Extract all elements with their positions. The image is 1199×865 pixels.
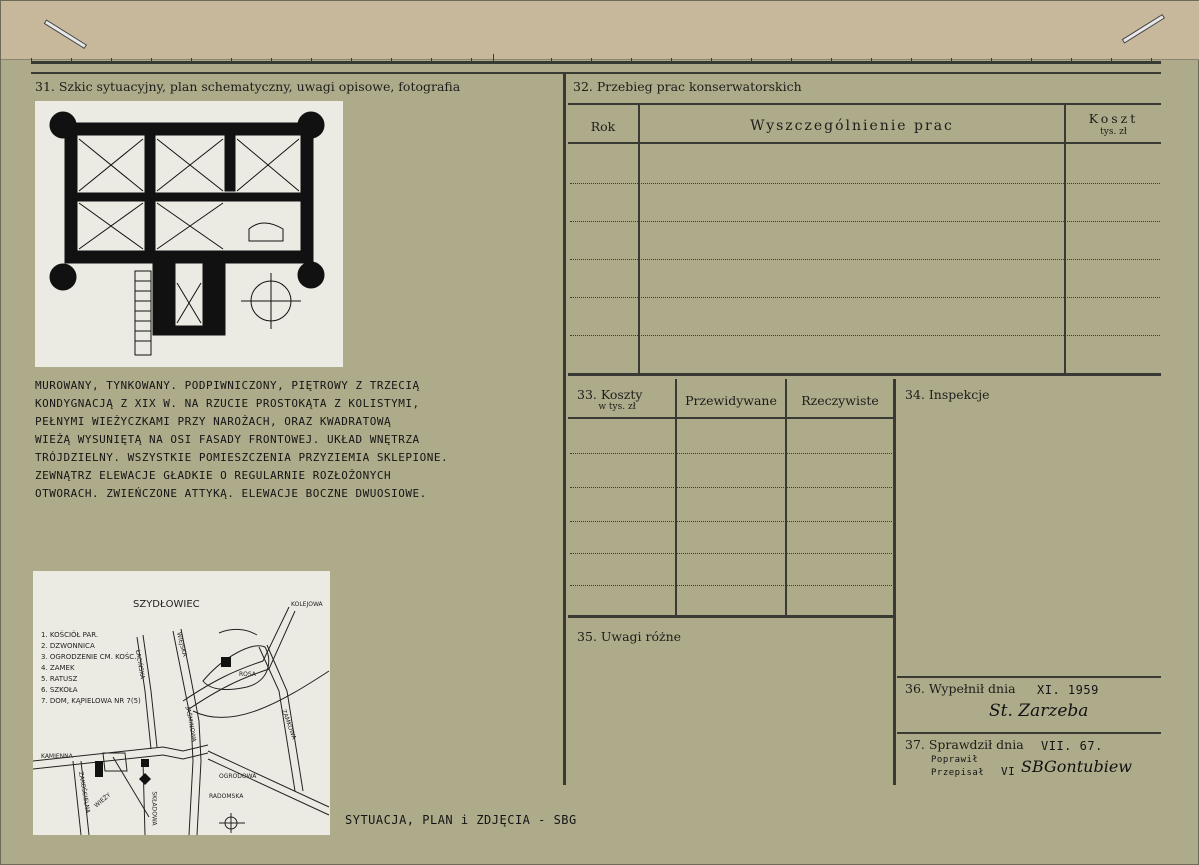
street-label-radomska: RADOMSKA	[209, 793, 244, 800]
col-header-koszt: Koszt	[1088, 111, 1139, 126]
street-label-ogrodowa: OGRODOWA	[219, 773, 257, 780]
floor-plan-photo	[35, 101, 343, 367]
section-37-note-date: VI	[1001, 765, 1016, 778]
street-label-rosa: ROSA	[239, 671, 256, 678]
section-33-label: 33. Koszty	[577, 387, 643, 402]
section-37-note-poprawil: Poprawił	[931, 755, 979, 765]
col-header-koszt-unit: tys. zł	[1100, 127, 1127, 137]
footer-note: SYTUACJA, PLAN i ZDJĘCIA - SBG	[345, 813, 577, 827]
col-header-rok: Rok	[590, 119, 616, 134]
street-label-wiezy: WIEŻY	[93, 791, 113, 810]
section-37-signature: SBGontubiew	[1021, 757, 1132, 776]
section-36-label: 36. Wypełnił dnia	[905, 681, 1016, 696]
section-37-note-przepisal: Przepisał	[931, 768, 985, 778]
location-map-photo	[33, 571, 330, 835]
map-legend-1: 1. KOŚCIÓŁ PAR.	[41, 631, 99, 639]
col-header-prace: Wyszczególnienie prac	[750, 118, 954, 134]
section-32-label: 32. Przebieg prac konserwatorskich	[573, 79, 802, 94]
street-label-kamienna: KAMIENNA	[41, 753, 73, 760]
section-37-date: VII. 67.	[1041, 739, 1103, 753]
section-37-label: 37. Sprawdził dnia	[905, 737, 1024, 752]
section-31-label: 31. Szkic sytuacyjny, plan schematyczny, uwagi opisowe, fotografia	[35, 79, 461, 94]
map-legend-6: 6. SZKOŁA	[41, 686, 78, 694]
inventory-card: 31. Szkic sytuacyjny, plan schematyczny, uwagi opisowe, fotografia MUROWANY, TYNKOWANY. PODPIWNICZONY, PIĘTROWY Z TRZECIĄ KONDYGNACJĄ Z XIX W. NA RZUCIE PROSTOKĄTA Z KOLISTYMI, PEŁNYMI WIEŻYCZKAMI PRZY NAROŻACH, ORAZ KWADRATOWĄ WIEŻĄ WYSUNIĘTĄ NA OSI FASADY FRONTOWEJ. UKŁAD WNĘTRZA TRÓJDZIELNY. WSZYSTKIE POMIESZCZENIA PRZYZIEMIA SKLEPIONE. ZEWNĄTRZ ELEWACJE GŁADKIE O REGULARNIE ROZŁOŻONYCH OTWORACH. ZWIEŃCZONE ATTYKĄ. ELEWACJE BOCZNE DWUOSIOWE. SZYDŁOWIEC 1. KOŚCIÓŁ PAR. 2. DZWONNICA 3. OGRODZENIE CM. KOŚC. 4. ZAMEK 5. RATUSZ 6. SZKOŁA 7. DOM, KĄPIELOWA NR 7(5) KAMIENNA OGRODOWA RADOMSKA ZAMKOWA WIEJSKA KOLEJOWA ROSA ZAKOŚCIELNA SKŁADOWA WIEŻY JAŚMINOWA ŁACIŃSKA SYTUACJA, PLAN i ZDJĘCIA - SBG 32. Przebieg prac konserwatorskich Rok Wyszczególnienie prac Koszt tys. zł 33. Koszty w tys. zł Przewidywane Rzeczywiste 34. Inspekcje 35. Uwagi różne 36. Wypełnił dnia XI. 1959 St. Zarzeba 37. Sprawdził dnia VII. 67. Poprawił Przepisał VI SBGontubiew	[0, 0, 1199, 865]
col-header-przewidywane: Przewidywane	[685, 393, 777, 408]
section-36-signature: St. Zarzeba	[989, 701, 1089, 721]
map-legend-4: 4. ZAMEK	[41, 664, 75, 672]
section-35-label: 35. Uwagi różne	[577, 629, 682, 644]
top-ruler	[31, 61, 1161, 74]
section-33-unit: w tys. zł	[598, 402, 636, 412]
section-34-label: 34. Inspekcje	[905, 387, 990, 402]
section-36-date: XI. 1959	[1037, 683, 1099, 697]
map-legend-2: 2. DZWONNICA	[41, 642, 95, 650]
section-37-rule	[897, 732, 1161, 734]
map-legend-5: 5. RATUSZ	[41, 675, 78, 683]
section-36-rule	[897, 676, 1161, 678]
street-label-wiejska: WIEJSKA	[174, 631, 189, 658]
col-header-rzeczywiste: Rzeczywiste	[801, 393, 879, 408]
map-title: SZYDŁOWIEC	[133, 599, 200, 610]
street-label-skladowa: SKŁADOWA	[150, 791, 158, 826]
top-strip	[1, 1, 1199, 60]
map-legend-7: 7. DOM, KĄPIELOWA NR 7(5)	[41, 697, 141, 705]
street-label-zakoscielna: ZAKOŚCIELNA	[76, 771, 92, 814]
street-label-lacinska: ŁACIŃSKA	[133, 649, 146, 680]
column-divider	[563, 73, 566, 785]
map-drawing	[33, 571, 330, 835]
street-label-kolejowa: KOLEJOWA	[291, 601, 323, 608]
street-label-jasminowa: JAŚMINOWA	[184, 706, 198, 743]
map-legend-3: 3. OGRODZENIE CM. KOŚC.	[41, 653, 137, 661]
floor-plan-drawing	[35, 101, 343, 367]
street-label-zamkowa: ZAMKOWA	[280, 708, 298, 741]
